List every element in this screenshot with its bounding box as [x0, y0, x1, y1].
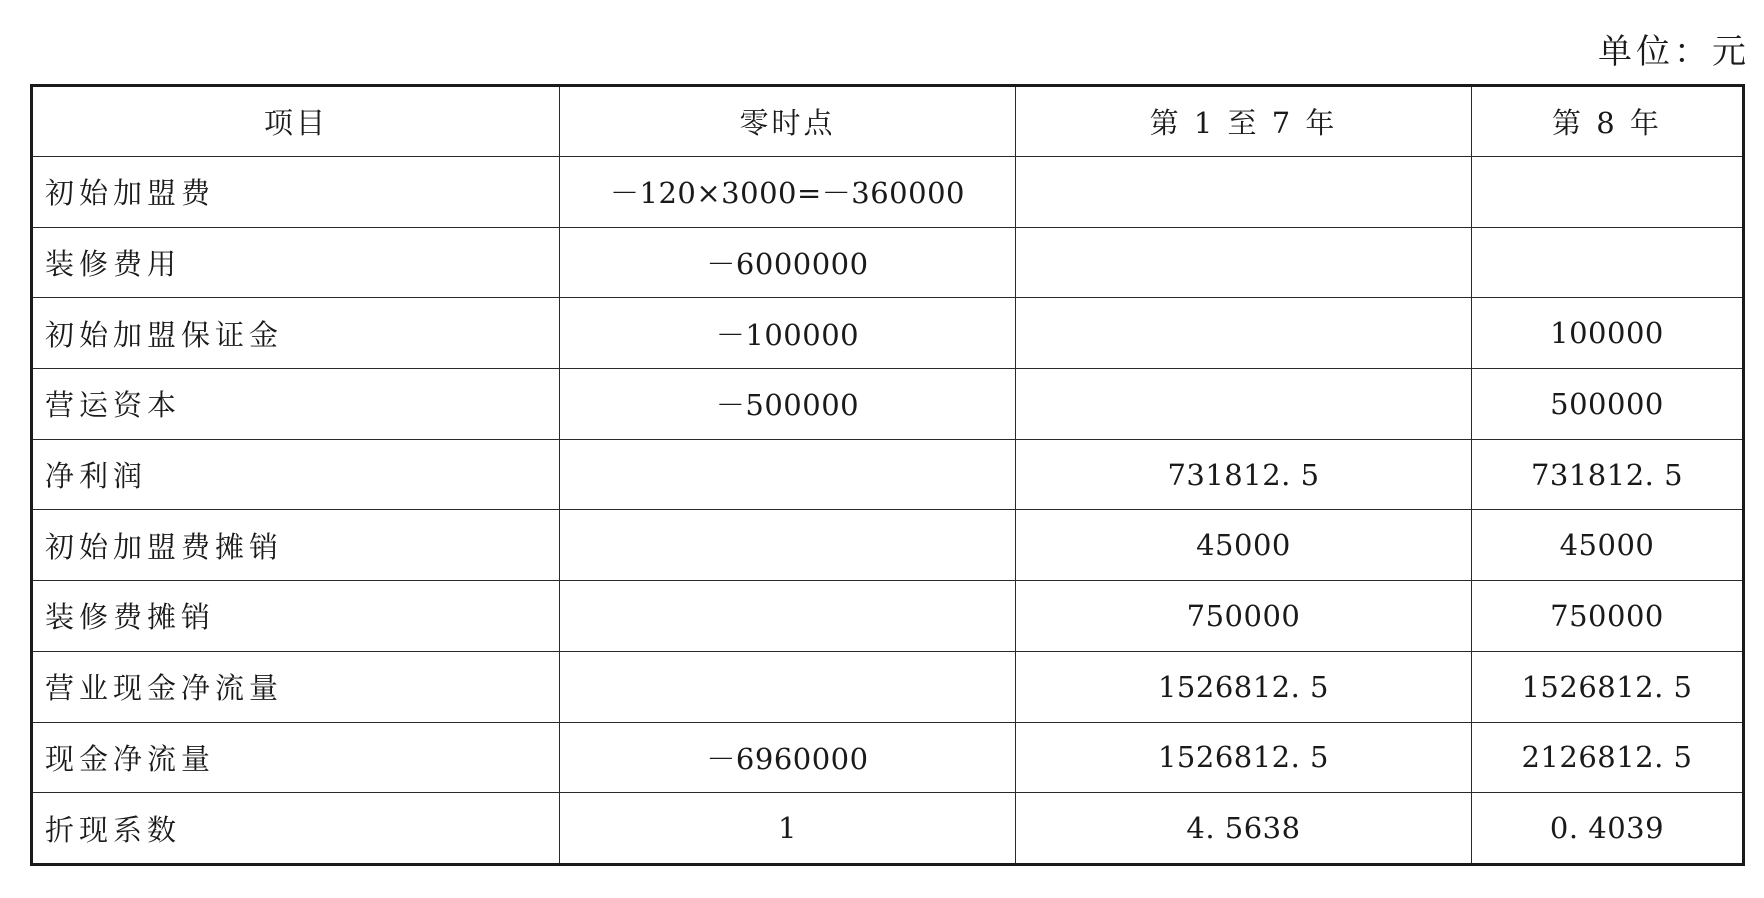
cell-time-zero: 1	[560, 793, 1016, 865]
cell-years-1-7: 750000	[1016, 581, 1472, 652]
row-label: 初始加盟费摊销	[32, 510, 560, 581]
cell-time-zero	[560, 510, 1016, 581]
cell-year-8: 100000	[1472, 298, 1744, 369]
header-item: 项目	[32, 86, 560, 157]
cell-years-1-7	[1016, 227, 1472, 298]
cell-year-8: 0. 4039	[1472, 793, 1744, 865]
row-label: 初始加盟保证金	[32, 298, 560, 369]
table-row	[32, 581, 1744, 652]
cell-time-zero: －120×3000=－360000	[560, 157, 1016, 228]
cell-year-8	[1472, 227, 1744, 298]
cash-flow-table	[30, 84, 1745, 866]
cell-time-zero: －6000000	[560, 227, 1016, 298]
cell-years-1-7: 45000	[1016, 510, 1472, 581]
row-label: 初始加盟费	[32, 157, 560, 228]
table-row	[32, 227, 1744, 298]
cell-years-1-7	[1016, 369, 1472, 440]
cell-year-8: 500000	[1472, 369, 1744, 440]
row-label: 营业现金净流量	[32, 651, 560, 722]
cell-time-zero: －500000	[560, 369, 1016, 440]
cell-years-1-7: 1526812. 5	[1016, 651, 1472, 722]
cell-year-8: 731812. 5	[1472, 439, 1744, 510]
cell-time-zero	[560, 439, 1016, 510]
cell-time-zero: －6960000	[560, 722, 1016, 793]
table-row	[32, 439, 1744, 510]
header-year-8: 第 8 年	[1472, 86, 1744, 157]
table-row	[32, 722, 1744, 793]
row-label: 装修费摊销	[32, 581, 560, 652]
header-years-1-7: 第 1 至 7 年	[1016, 86, 1472, 157]
cell-year-8: 2126812. 5	[1472, 722, 1744, 793]
cell-time-zero	[560, 581, 1016, 652]
row-label: 现金净流量	[32, 722, 560, 793]
table-row	[32, 651, 1744, 722]
table-row	[32, 793, 1744, 865]
cell-years-1-7: 731812. 5	[1016, 439, 1472, 510]
table-row	[32, 298, 1744, 369]
row-label: 装修费用	[32, 227, 560, 298]
cell-time-zero: －100000	[560, 298, 1016, 369]
cell-years-1-7	[1016, 298, 1472, 369]
cell-year-8: 750000	[1472, 581, 1744, 652]
cell-years-1-7: 4. 5638	[1016, 793, 1472, 865]
cell-year-8: 1526812. 5	[1472, 651, 1744, 722]
cell-years-1-7: 1526812. 5	[1016, 722, 1472, 793]
table-header-row	[32, 86, 1744, 157]
cell-year-8	[1472, 157, 1744, 228]
cell-year-8: 45000	[1472, 510, 1744, 581]
cell-years-1-7	[1016, 157, 1472, 228]
table-row	[32, 369, 1744, 440]
table-row	[32, 510, 1744, 581]
table-row	[32, 157, 1744, 228]
cell-time-zero	[560, 651, 1016, 722]
header-time-zero: 零时点	[560, 86, 1016, 157]
row-label: 折现系数	[32, 793, 560, 865]
row-label: 营运资本	[32, 369, 560, 440]
unit-label: 单位：元	[1598, 32, 1750, 72]
row-label: 净利润	[32, 439, 560, 510]
